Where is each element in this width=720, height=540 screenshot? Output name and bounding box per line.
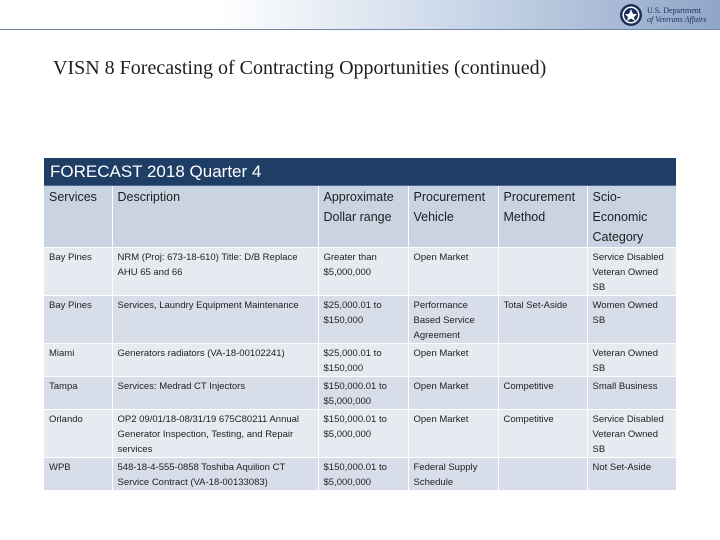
cell-services: Tampa <box>44 377 112 410</box>
cell-services: WPB <box>44 458 112 491</box>
opportunities-table <box>44 186 676 491</box>
cell-description: 548-18-4-555-0858 Toshiba Aquilion CT Service Contract (VA-18-00133083) <box>112 458 318 491</box>
column-header: Services <box>44 186 112 248</box>
va-logo <box>619 2 714 28</box>
column-header: Description <box>112 186 318 248</box>
forecast-table <box>44 158 676 491</box>
cell-method <box>498 248 587 296</box>
cell-method: Competitive <box>498 410 587 458</box>
cell-category: Not Set-Aside <box>587 458 676 491</box>
table-row <box>44 377 676 410</box>
forecast-header-bar <box>44 158 676 186</box>
cell-category: Veteran Owned SB <box>587 344 676 377</box>
cell-dollar-range: $25,000.01 to $150,000 <box>318 344 408 377</box>
page-title: VISN 8 Forecasting of Contracting Opportunities (continued) <box>53 57 547 79</box>
cell-method <box>498 458 587 491</box>
table-row <box>44 296 676 344</box>
cell-services: Bay Pines <box>44 296 112 344</box>
cell-dollar-range: $25,000.01 to $150,000 <box>318 296 408 344</box>
cell-method: Total Set-Aside <box>498 296 587 344</box>
cell-description: NRM (Proj: 673-18-610) Title: D/B Replace AHU 65 and 66 <box>112 248 318 296</box>
cell-method <box>498 344 587 377</box>
table-row <box>44 248 676 296</box>
top-banner <box>0 0 720 30</box>
cell-vehicle: Open Market <box>408 377 498 410</box>
column-header: Procurement Method <box>498 186 587 248</box>
forecast-label: FORECAST 2018 Quarter 4 <box>44 158 296 185</box>
cell-dollar-range: $150,000.01 to $5,000,000 <box>318 458 408 491</box>
cell-services: Bay Pines <box>44 248 112 296</box>
cell-vehicle: Open Market <box>408 248 498 296</box>
cell-description: Services: Medrad CT Injectors <box>112 377 318 410</box>
cell-description: Generators radiators (VA-18-00102241) <box>112 344 318 377</box>
column-header: Scio-Economic Category <box>587 186 676 248</box>
table-row <box>44 410 676 458</box>
logo-line1: U.S. Department <box>647 6 701 15</box>
table-header-row <box>44 186 676 248</box>
banner-divider <box>0 29 720 30</box>
cell-dollar-range: $150,000.01 to $5,000,000 <box>318 377 408 410</box>
cell-description: Services, Laundry Equipment Maintenance <box>112 296 318 344</box>
table-row <box>44 344 676 377</box>
cell-vehicle: Open Market <box>408 410 498 458</box>
column-header: Approximate Dollar range <box>318 186 408 248</box>
cell-vehicle: Performance Based Service Agreement <box>408 296 498 344</box>
cell-category: Service Disabled Veteran Owned SB <box>587 410 676 458</box>
cell-description: OP2 09/01/18-08/31/19 675C80211 Annual Generator Inspection, Testing, and Repair services <box>112 410 318 458</box>
cell-dollar-range: Greater than $5,000,000 <box>318 248 408 296</box>
cell-services: Orlando <box>44 410 112 458</box>
va-seal-icon <box>619 3 643 27</box>
table-row <box>44 458 676 491</box>
column-header: Procurement Vehicle <box>408 186 498 248</box>
cell-category: Women Owned SB <box>587 296 676 344</box>
cell-dollar-range: $150,000.01 to $5,000,000 <box>318 410 408 458</box>
logo-line2: of Veterans Affairs <box>647 15 707 24</box>
cell-method: Competitive <box>498 377 587 410</box>
cell-category: Service Disabled Veteran Owned SB <box>587 248 676 296</box>
cell-vehicle: Federal Supply Schedule <box>408 458 498 491</box>
cell-services: Miami <box>44 344 112 377</box>
cell-vehicle: Open Market <box>408 344 498 377</box>
cell-category: Small Business <box>587 377 676 410</box>
